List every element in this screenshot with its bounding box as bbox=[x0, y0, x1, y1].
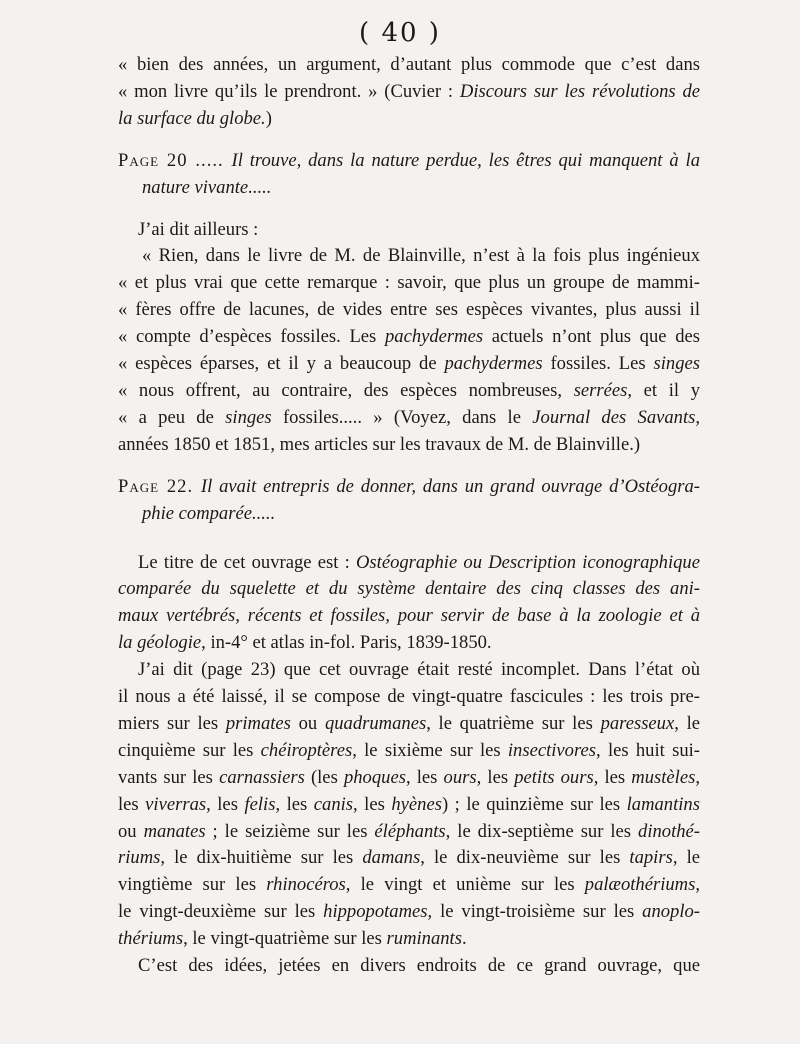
text-line: ou manates ; le seizième sur les éléphants, le dix-septième sur les dinothé- bbox=[118, 820, 700, 842]
text-line: maux vertébrés, récents et fossiles, pour servir de base à la zoologie et à bbox=[118, 605, 700, 627]
text-line: vingtième sur les rhinocéros, le vingt et unième sur les palæothériums, bbox=[118, 874, 700, 896]
text-line: années 1850 et 1851, mes articles sur les travaux de M. de Blainville.) bbox=[118, 433, 641, 455]
text-line: Le titre de cet ouvrage est : Ostéographie ou Description iconographique bbox=[138, 551, 700, 573]
text-line: « et plus vrai que cette remarque : savoir, que plus un groupe de mammi- bbox=[118, 272, 700, 294]
text-line: vants sur les carnassiers (les phoques, les ours, les petits ours, les mustèles, bbox=[118, 766, 700, 788]
text-line: J’ai dit ailleurs : bbox=[138, 218, 259, 240]
text-line: thériums, le vingt-quatrième sur les ruminants. bbox=[118, 928, 467, 950]
text-line: « espèces éparses, et il y a beaucoup de pachydermes fossiles. Les singes bbox=[118, 353, 700, 375]
text-line: la surface du globe.) bbox=[118, 107, 272, 129]
text-line: cinquième sur les chéiroptères, le sixième sur les insectivores, les huit sui- bbox=[118, 739, 700, 761]
text-line: les viverras, les felis, les canis, les hyènes) ; le quinzième sur les lamantins bbox=[118, 793, 700, 815]
text-line: le vingt-deuxième sur les hippopotames, le vingt-troisième sur les anoplo- bbox=[118, 901, 700, 923]
note-heading: Page 20 ..... Il trouve, dans la nature perdue, les êtres qui manquent à la bbox=[118, 149, 700, 171]
text-line: « bien des années, un argument, d’autant plus commode que c’est dans bbox=[118, 54, 700, 75]
page-number: ( 40 ) bbox=[359, 18, 441, 48]
text-line: il nous a été laissé, il se compose de vingt-quatre fascicules : les trois pre- bbox=[118, 686, 700, 708]
text-line: la géologie, in-4° et atlas in-fol. Paris, 1839-1850. bbox=[118, 632, 492, 654]
text-line: « nous offrent, au contraire, des espèces nombreuses, serrées, et il y bbox=[118, 379, 700, 401]
text-line: J’ai dit (page 23) que cet ouvrage était resté incomplet. Dans l’état où bbox=[138, 659, 700, 681]
text-line: C’est des idées, jetées en divers endroits de ce grand ouvrage, que bbox=[138, 955, 700, 977]
text-line: « a peu de singes fossiles..... » (Voyez, dans le Journal des Savants, bbox=[118, 406, 701, 428]
text-line: « Rien, dans le livre de M. de Blainville, n’est à la fois plus ingénieux bbox=[142, 245, 700, 267]
text-line: comparée du squelette et du système dentaire des cinq classes des ani- bbox=[118, 578, 700, 600]
text-line: « compte d’espèces fossiles. Les pachydermes actuels n’ont plus que des bbox=[118, 326, 700, 348]
text-line: phie comparée..... bbox=[142, 502, 276, 524]
text-line: nature vivante..... bbox=[142, 176, 272, 198]
note-heading: Page 22. Il avait entrepris de donner, dans un grand ouvrage d’Ostéogra- bbox=[118, 475, 700, 497]
body-text bbox=[118, 52, 700, 980]
text-line: « fères offre de lacunes, de vides entre ses espèces vivantes, plus aussi il bbox=[118, 299, 700, 321]
text-line: miers sur les primates ou quadrumanes, le quatrième sur les paresseux, le bbox=[118, 712, 701, 734]
text-line: riums, le dix-huitième sur les damans, le dix-neuvième sur les tapirs, le bbox=[118, 847, 700, 869]
text-line: « mon livre qu’ils le prendront. » (Cuvier : Discours sur les révolutions de bbox=[118, 80, 700, 102]
